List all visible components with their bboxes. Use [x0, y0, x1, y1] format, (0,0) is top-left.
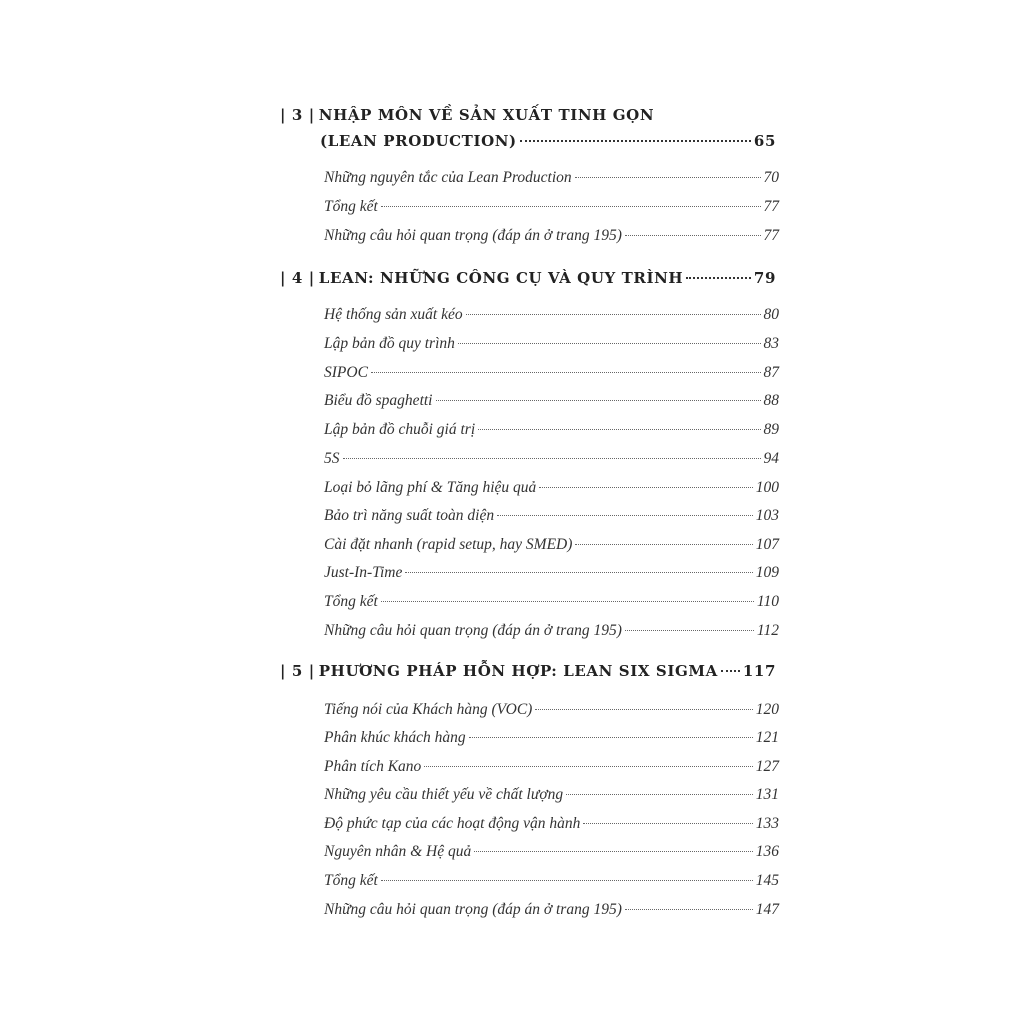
toc-entry[interactable]	[324, 335, 779, 355]
entry-title: Tổng kết	[324, 872, 378, 889]
dot-leader	[343, 458, 761, 459]
toc-entry[interactable]	[324, 901, 779, 921]
entry-page-number: 100	[755, 479, 779, 496]
entry-page-number: 110	[756, 593, 779, 610]
dot-leader	[575, 544, 752, 545]
dot-leader	[721, 670, 740, 672]
toc-entry[interactable]	[324, 169, 779, 189]
entry-title: Lập bản đồ quy trình	[324, 335, 455, 352]
entry-title: Những câu hỏi quan trọng (đáp án ở trang 195)	[324, 227, 622, 244]
dot-leader	[535, 709, 752, 710]
chapter-number: | 5 |	[280, 662, 315, 680]
entry-title: Biểu đồ spaghetti	[324, 392, 433, 409]
entry-page-number: 107	[755, 536, 779, 553]
entry-page-number: 77	[763, 198, 779, 215]
entry-title: Độ phức tạp của các hoạt động vận hành	[324, 815, 581, 832]
entry-title: Cài đặt nhanh (rapid setup, hay SMED)	[324, 536, 573, 553]
entry-page-number: 112	[756, 622, 779, 639]
dot-leader	[381, 601, 754, 602]
entry-title: Hệ thống sản xuất kéo	[324, 306, 463, 323]
entry-title: SIPOC	[324, 364, 368, 381]
dot-leader	[625, 909, 753, 910]
toc-entry[interactable]	[324, 622, 779, 642]
entry-page-number: 87	[763, 364, 779, 381]
entry-page-number: 80	[763, 306, 779, 323]
entry-page-number: 147	[755, 901, 779, 918]
dot-leader	[520, 140, 751, 142]
entry-title: Phân tích Kano	[324, 758, 422, 775]
toc-entry[interactable]	[324, 227, 779, 247]
dot-leader	[381, 206, 761, 207]
entry-title: Những câu hỏi quan trọng (đáp án ở trang 195)	[324, 901, 622, 918]
entry-page-number: 127	[755, 758, 779, 775]
entry-page-number: 103	[755, 507, 779, 524]
entry-page-number: 88	[763, 392, 779, 409]
dot-leader	[424, 766, 752, 767]
toc-entry[interactable]	[324, 872, 779, 892]
toc-entry[interactable]	[324, 786, 779, 806]
entry-page-number: 136	[755, 843, 779, 860]
dot-leader	[474, 851, 753, 852]
entry-title: Just-In-Time	[324, 564, 403, 581]
dot-leader	[458, 343, 761, 344]
entry-page-number: 94	[763, 450, 779, 467]
entry-title: Loại bỏ lãng phí & Tăng hiệu quả	[324, 479, 537, 496]
entry-page-number: 131	[755, 786, 779, 803]
entry-title: Nguyên nhân & Hệ quả	[324, 843, 472, 860]
dot-leader	[436, 400, 761, 401]
toc-entry[interactable]	[324, 392, 779, 412]
dot-leader	[583, 823, 752, 824]
toc-entry[interactable]	[324, 198, 779, 218]
dot-leader	[381, 880, 753, 881]
chapter-4-heading[interactable]	[280, 269, 776, 291]
toc-entry[interactable]	[324, 701, 779, 721]
chapter-page-number: 117	[742, 662, 776, 680]
entry-title: Những nguyên tắc của Lean Production	[324, 169, 572, 186]
toc-entry[interactable]	[324, 364, 779, 384]
toc-entry[interactable]	[324, 593, 779, 613]
entry-title: Những yêu cầu thiết yếu về chất lượng	[324, 786, 564, 803]
dot-leader	[625, 235, 761, 236]
toc-entry[interactable]	[324, 536, 779, 556]
chapter-number: | 4 |	[280, 269, 315, 287]
entry-page-number: 83	[763, 335, 779, 352]
chapter-3-heading[interactable]	[280, 106, 776, 154]
toc-entry[interactable]	[324, 479, 779, 499]
chapter-5-heading[interactable]	[280, 662, 776, 684]
entry-page-number: 145	[755, 872, 779, 889]
toc-entry[interactable]	[324, 843, 779, 863]
toc-entry[interactable]	[324, 758, 779, 778]
toc-entry[interactable]	[324, 421, 779, 441]
toc-entry[interactable]	[324, 507, 779, 527]
dot-leader	[625, 630, 754, 631]
chapter-page-number: 79	[753, 269, 776, 287]
toc-entry[interactable]	[324, 729, 779, 749]
entry-title: 5S	[324, 450, 340, 467]
entry-page-number: 109	[755, 564, 779, 581]
toc-entry[interactable]	[324, 815, 779, 835]
chapter-title: PHƯƠNG PHÁP HỖN HỢP: LEAN SIX SIGMA	[318, 662, 718, 680]
dot-leader	[575, 177, 761, 178]
dot-leader	[466, 314, 761, 315]
entry-title: Bảo trì năng suất toàn diện	[324, 507, 495, 524]
entry-title: Tiếng nói của Khách hàng (VOC)	[324, 701, 533, 718]
dot-leader	[405, 572, 752, 573]
chapter-title: NHẬP MÔN VỀ SẢN XUẤT TINH GỌN	[318, 106, 655, 124]
entry-page-number: 133	[755, 815, 779, 832]
entry-title: Tổng kết	[324, 198, 378, 215]
entry-page-number: 77	[763, 227, 779, 244]
entry-page-number: 120	[755, 701, 779, 718]
entry-title: Tổng kết	[324, 593, 378, 610]
entry-title: Phân khúc khách hàng	[324, 729, 466, 746]
dot-leader	[566, 794, 753, 795]
dot-leader	[371, 372, 761, 373]
toc-entry[interactable]	[324, 450, 779, 470]
toc-entry[interactable]	[324, 564, 779, 584]
dot-leader	[469, 737, 753, 738]
dot-leader	[686, 277, 751, 279]
toc-entry[interactable]	[324, 306, 779, 326]
chapter-page-number: 65	[753, 132, 776, 150]
dot-leader	[478, 429, 760, 430]
entry-page-number: 70	[763, 169, 779, 186]
entry-page-number: 121	[755, 729, 779, 746]
chapter-title-continued: (LEAN PRODUCTION)	[320, 132, 517, 150]
entry-title: Những câu hỏi quan trọng (đáp án ở trang 195)	[324, 622, 622, 639]
entry-page-number: 89	[763, 421, 779, 438]
chapter-number: | 3 |	[280, 106, 315, 124]
chapter-title: LEAN: NHỮNG CÔNG CỤ VÀ QUY TRÌNH	[318, 269, 684, 287]
entry-title: Lập bản đồ chuỗi giá trị	[324, 421, 476, 438]
dot-leader	[539, 487, 752, 488]
dot-leader	[497, 515, 753, 516]
